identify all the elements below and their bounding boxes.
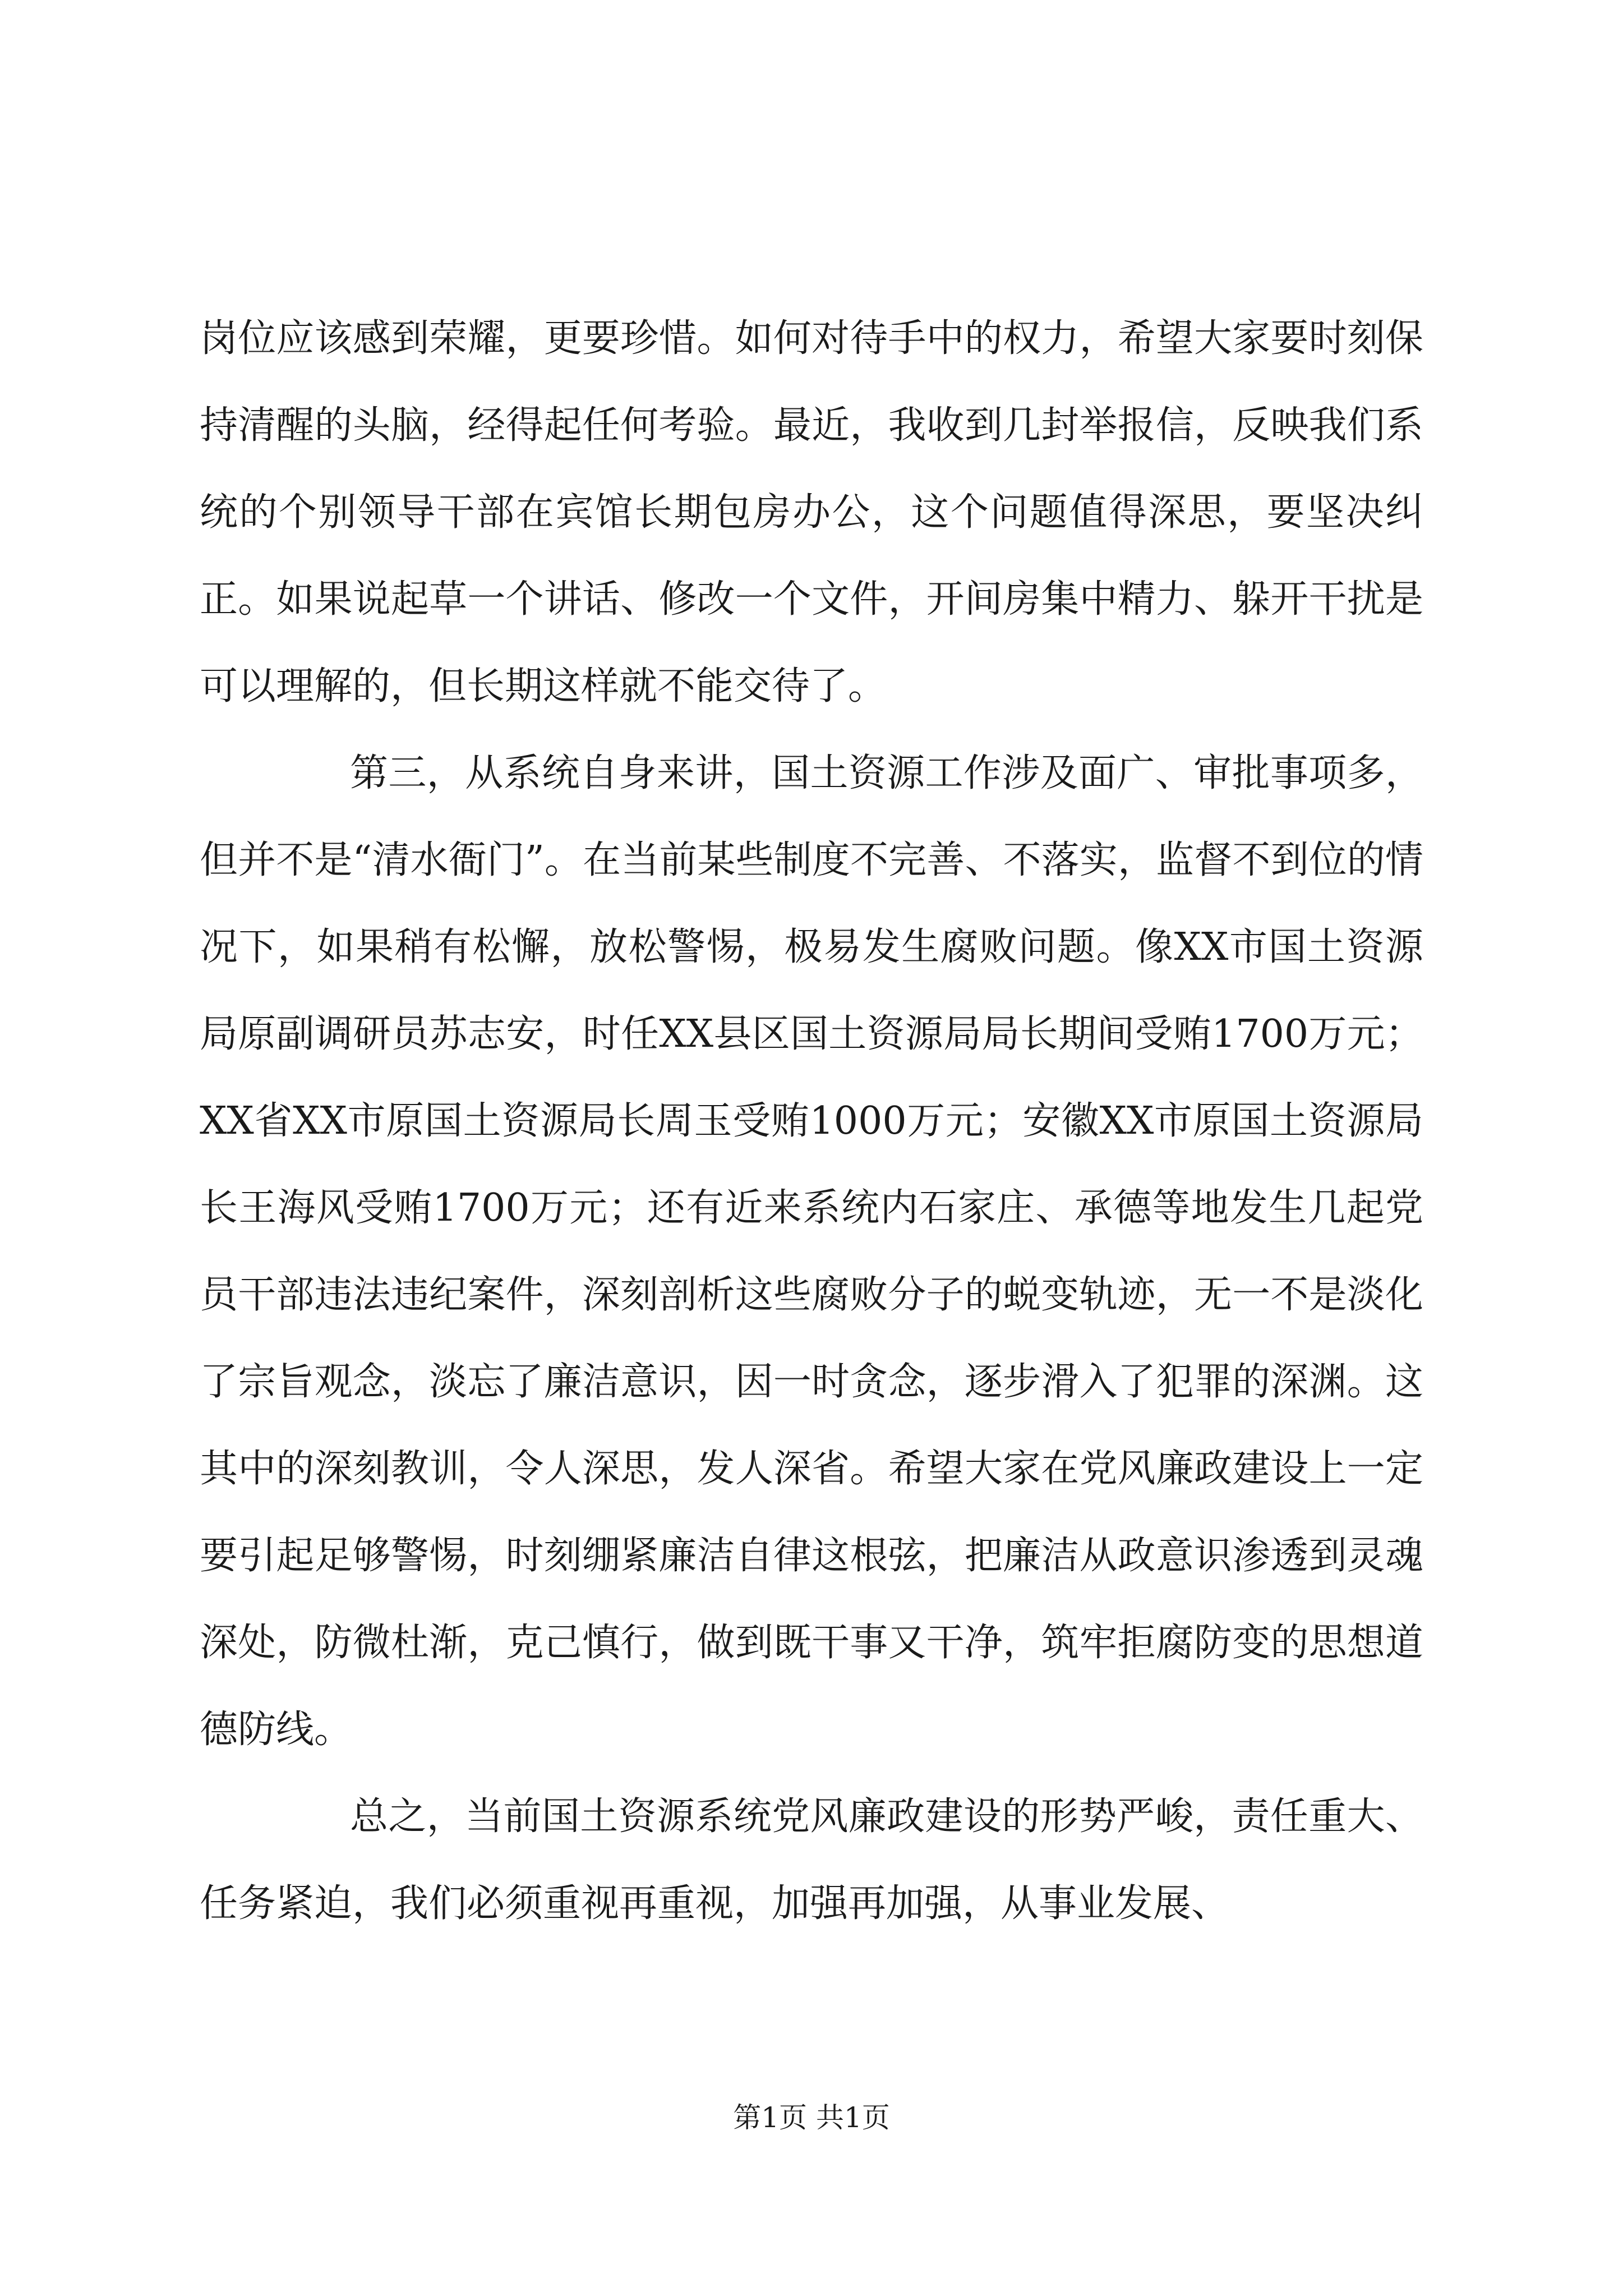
paragraph-third-point: 第三，从系统自身来讲，国土资源工作涉及面广、审批事项多，但并不是“清水衙门”。在当前某些制度不完善、不落实，监督不到位的情况下，如果稍有松懈，放松警惕，极易发生腐败问题。像XX市国土资源局原副调研员苏志安，时任XX县区国土资源局局长期间受贿1700万元；XX省XX市原国土资源局长周玉受贿1000万元；安徽XX市原国土资源局长王海风受贿1700万元；还有近来系统内石家庄、承德等地发生几起党员干部违法违纪案件，深刻剖析这些腐败分子的蜕变轨迹，无一不是淡化了宗旨观念，淡忘了廉洁意识，因一时贪念，逐步滑入了犯罪的深渊。这其中的深刻教训，令人深思，发人深省。希望大家在党风廉政建设上一定要引起足够警惕，时刻绷紧廉洁自律这根弦，把廉洁从政意识渗透到灵魂深处，防微杜渐，克己慎行，做到既干事又干净，筑牢拒腐防变的思想道德防线。 <box>200 751 1423 1752</box>
paragraph-conclusion: 总之，当前国土资源系统党风廉政建设的形势严峻，责任重大、任务紧迫，我们必须重视再重视，加强再加强，从事业发展、 <box>200 1795 1423 1926</box>
page-footer: 第1页 共1页 <box>733 2101 890 2134</box>
paragraph-continuation: 岗位应该感到荣耀，更要珍惜。如何对待手中的权力，希望大家要时刻保持清醒的头脑，经得起任何考验。最近，我收到几封举报信，反映我们系统的个别领导干部在宾馆长期包房办公，这个问题值得深思，要坚决纠正。如果说起草一个讲话、修改一个文件，开间房集中精力、躲开干扰是可以理解的，但长期这样就不能交待了。 <box>200 316 1423 708</box>
document-body <box>200 295 1423 1947</box>
